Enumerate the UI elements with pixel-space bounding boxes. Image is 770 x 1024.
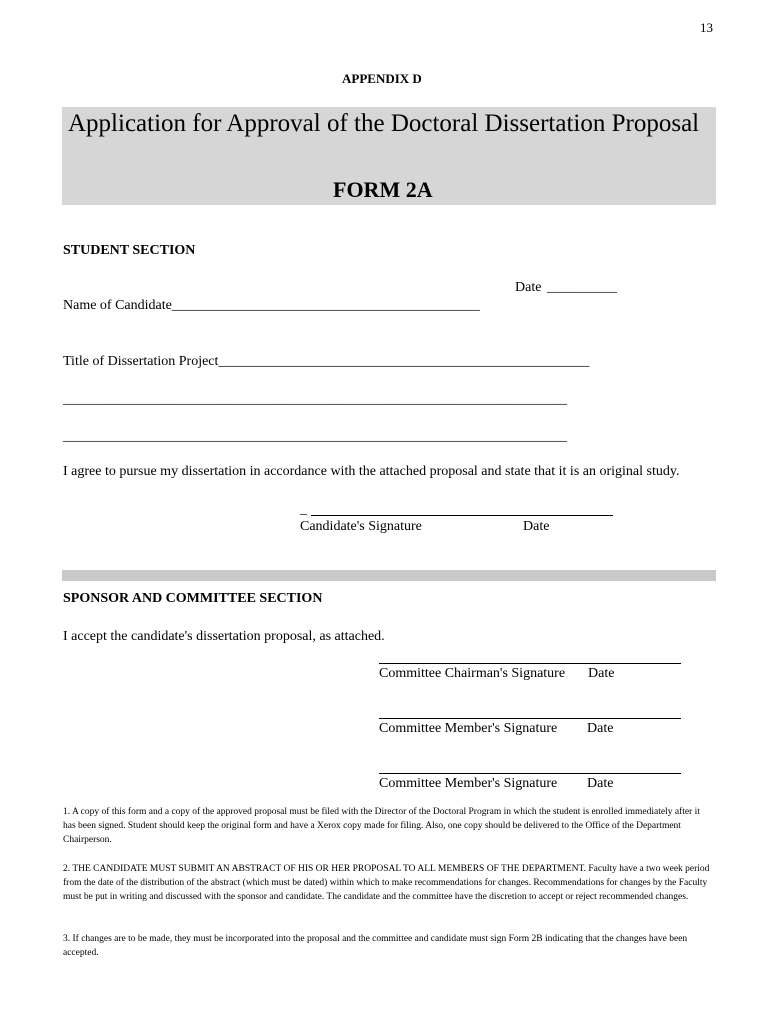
candidate-name-field[interactable] (63, 298, 480, 314)
member-1-signature-label: Committee Member's Signature (379, 721, 558, 736)
candidate-signature-label: Candidate's Signature (300, 519, 422, 534)
acceptance-statement: I accept the candidate's dissertation proposal, as attached. (63, 629, 385, 644)
agreement-statement: I agree to pursue my dissertation in accordance with the attached proposal and state that it is an original study. (63, 464, 680, 479)
note-1: 1. A copy of this form and a copy of the approved proposal must be filed with the Director of the Doctoral Program in which the student is enrolled immediately after it has been signed. Student should keep the original form and have a Xerox copy made for filing. Also, one copy should be delivered to the Office of the Department Chairperson. (63, 807, 700, 845)
member-2-date-label: Date (587, 776, 614, 791)
chairman-date-label: Date (588, 666, 615, 681)
appendix-heading: APPENDIX D (342, 71, 422, 86)
member-1-signature-line[interactable] (379, 718, 681, 719)
date-label: Date (515, 280, 542, 295)
page-number: 13 (700, 20, 713, 35)
member-1-date-label: Date (587, 721, 614, 736)
section-divider (62, 570, 716, 581)
candidate-signature-prefix: _ (300, 502, 307, 517)
sponsor-section-heading: SPONSOR AND COMMITTEE SECTION (63, 591, 323, 606)
dissertation-title-line-3[interactable]: ________________________________________________________________________ (63, 429, 567, 444)
form-code: FORM 2A (333, 177, 433, 202)
student-section-heading: STUDENT SECTION (63, 243, 196, 258)
candidate-name-label: Name of Candidate (63, 298, 172, 313)
candidate-signature-line[interactable] (311, 515, 613, 516)
form-title: Application for Approval of the Doctoral Dissertation Proposal (68, 110, 700, 137)
dissertation-title-field[interactable] (63, 354, 589, 370)
dissertation-title-label: Title of Dissertation Project (63, 354, 219, 369)
candidate-date-label: Date (523, 519, 550, 534)
chairman-signature-label: Committee Chairman's Signature (379, 666, 566, 681)
member-2-signature-label: Committee Member's Signature (379, 776, 558, 791)
chairman-signature-line[interactable] (379, 663, 681, 664)
date-field[interactable]: __________ (547, 280, 617, 295)
candidate-name-line: ____________________________________________ (171, 298, 480, 313)
member-2-signature-line[interactable] (379, 773, 681, 774)
dissertation-title-line: _____________________________________________________ (218, 354, 590, 369)
note-2: 2. THE CANDIDATE MUST SUBMIT AN ABSTRACT OF HIS OR HER PROPOSAL TO ALL MEMBERS OF THE DEPARTMENT. Faculty have a two week period from the date of the distribution of the abstract (which must be dated) within which to make recommendations for changes. Recommendations for changes by the Faculty must be put in writing and discussed with the sponsor and candidate. The candidate and the committee have the discretion to accept or reject recommended changes. (63, 864, 710, 902)
note-3: 3. If changes are to be made, they must be incorporated into the proposal and the committee and candidate must sign Form 2B indicating that the changes have been accepted. (63, 934, 688, 958)
dissertation-title-line-2[interactable]: ________________________________________________________________________ (63, 392, 567, 407)
